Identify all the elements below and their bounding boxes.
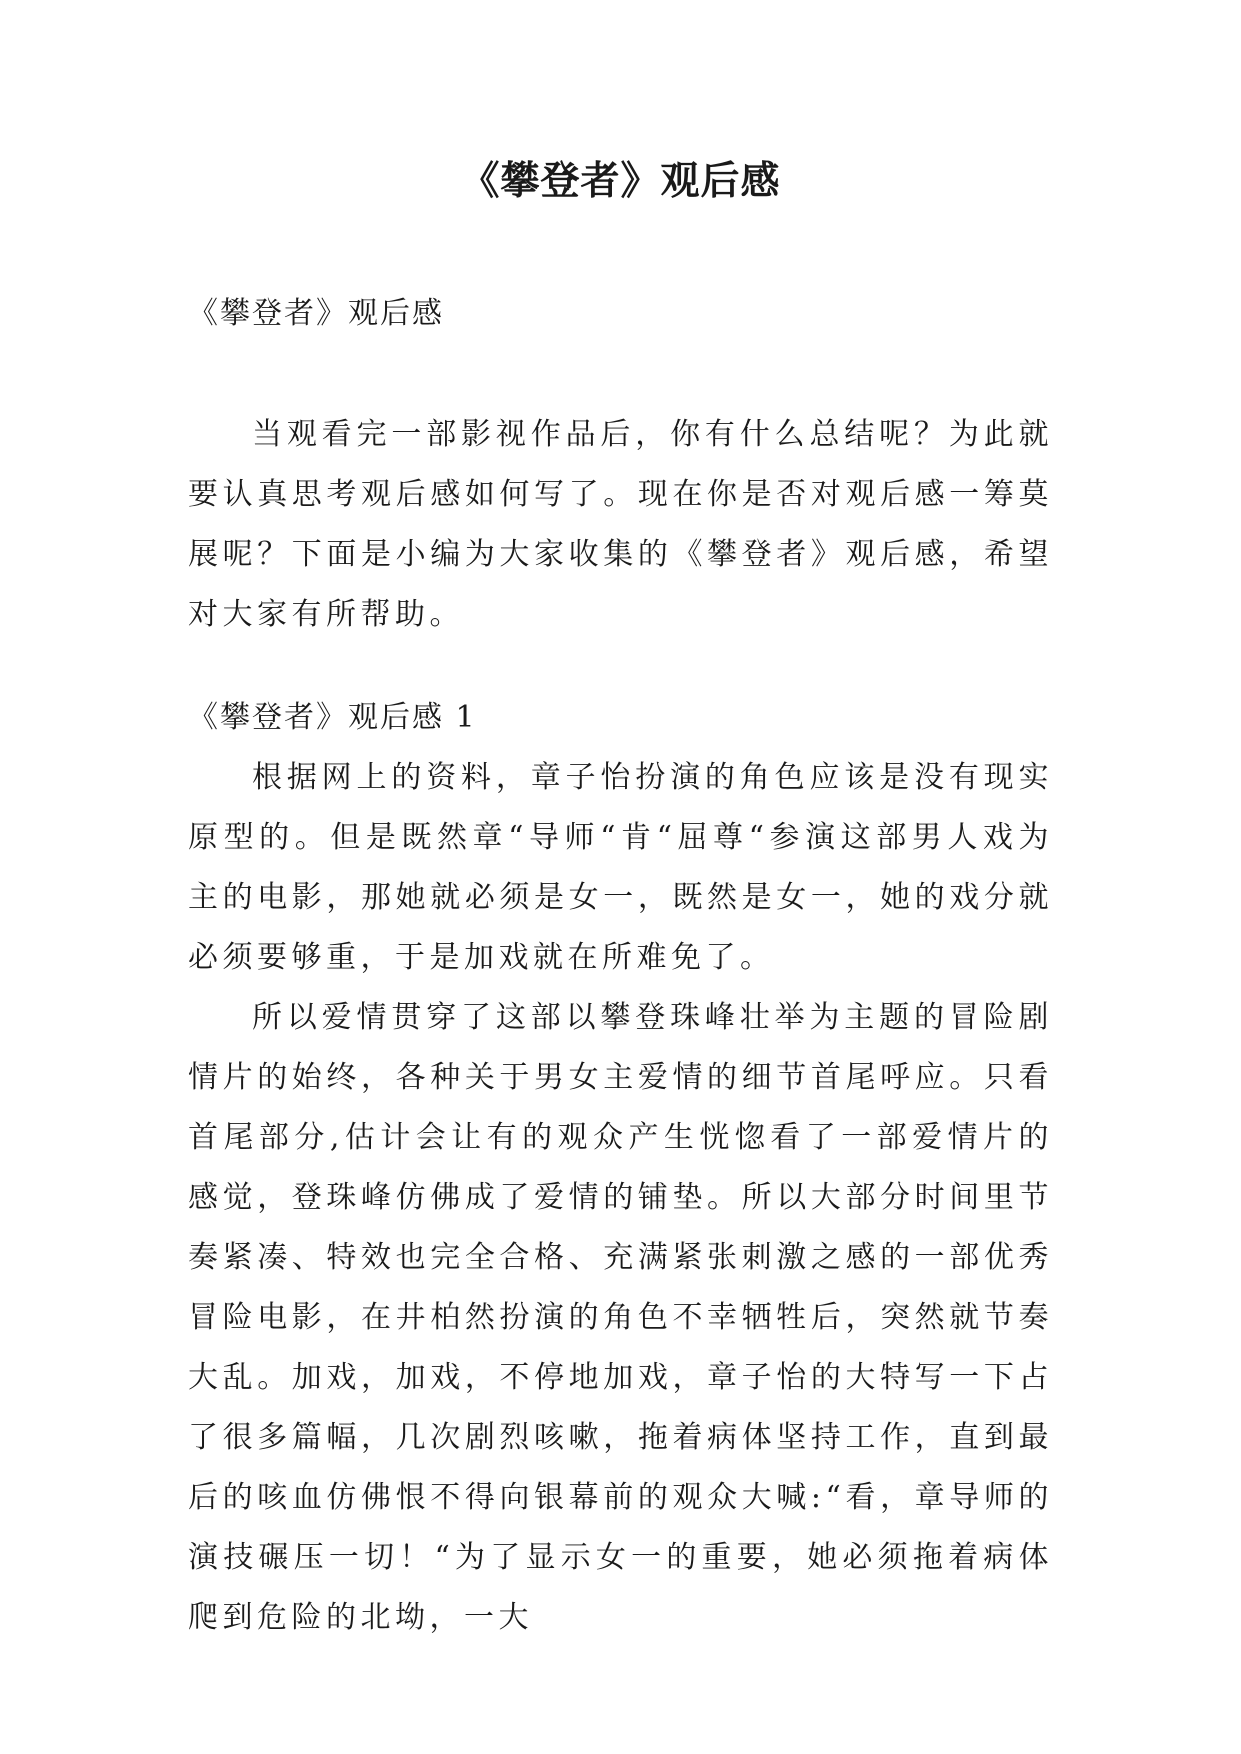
article-section [188, 688, 1053, 1648]
intro-section [188, 405, 1053, 645]
body-paragraph: 根据网上的资料，章子怡扮演的角色应该是没有现实原型的。但是既然章“导师“肯“屈尊“参演这部男人戏为主的电影，那她就必须是女一，既然是女一，她的戏分就必须要够重，于是加戏就在所难免了。 [188, 760, 1053, 975]
document-subtitle: 《攀登者》观后感 [188, 296, 444, 331]
intro-paragraph: 当观看完一部影视作品后，你有什么总结呢？为此就要认真思考观后感如何写了。现在你是否对观后感一筹莫展呢？下面是小编为大家收集的《攀登者》观后感，希望对大家有所帮助。 [188, 417, 1053, 632]
page-title: 《攀登者》观后感 [460, 158, 781, 204]
section-heading: 《攀登者》观后感 1 [188, 700, 477, 735]
body-paragraph: 所以爱情贯穿了这部以攀登珠峰壮举为主题的冒险剧情片的始终，各种关于男女主爱情的细节首尾呼应。只看首尾部分,估计会让有的观众产生恍惚看了一部爱情片的感觉，登珠峰仿佛成了爱情的铺垫。所以大部分时间里节奏紧凑、特效也完全合格、充满紧张刺激之感的一部优秀冒险电影，在井柏然扮演的角色不幸牺牲后，突然就节奏大乱。加戏，加戏，不停地加戏，章子怡的大特写一下占了很多篇幅，几次剧烈咳嗽，拖着病体坚持工作，直到最后的咳血仿佛恨不得向银幕前的观众大喊:“看，章导师的演技碾压一切！“为了显示女一的重要，她必须拖着病体爬到危险的北坳，一大 [188, 1000, 1053, 1635]
